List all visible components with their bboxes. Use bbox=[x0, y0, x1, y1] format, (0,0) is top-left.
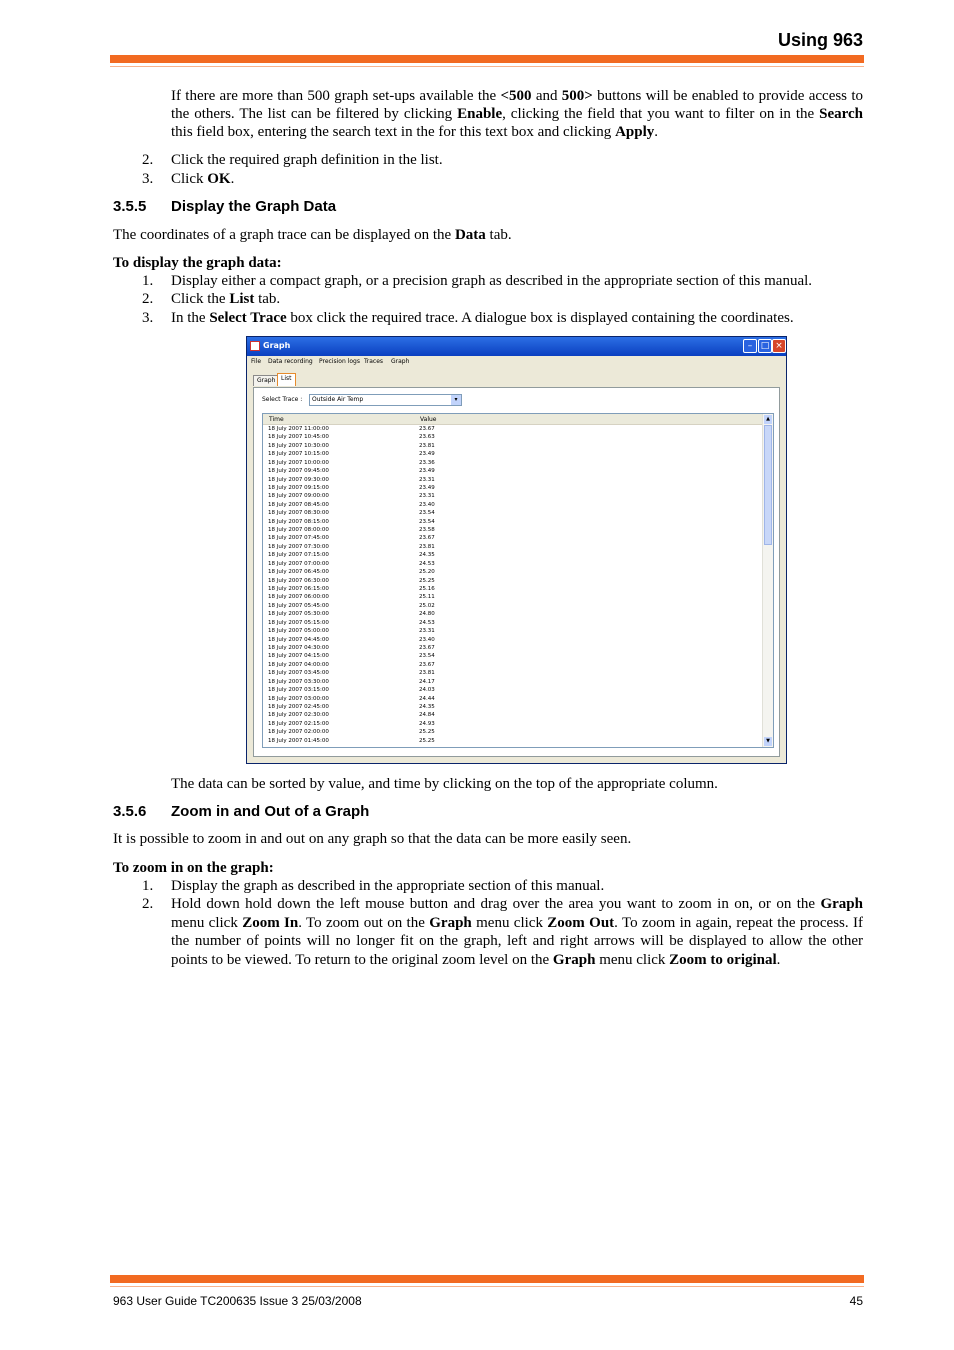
window-titlebar bbox=[247, 337, 786, 356]
list-rows bbox=[263, 425, 763, 745]
section-356-step-2-body: Hold down hold down the left mouse button and drag over the area you want to zoom in on, or on the Graph menu click Zoom In. To zoom out on the Graph menu click Zoom Out. To zoom in again, repeat the process. If the number of points will no longer fit on the graph, left and right arrows will be displayed to allow the other points to be viewed. To return to the original zoom level on the Graph menu click Zoom to original. bbox=[171, 896, 863, 968]
list-item-time: 18 July 2007 03:15:00 bbox=[268, 687, 329, 694]
list-item-value: 24.84 bbox=[419, 712, 435, 719]
graph-window-screenshot bbox=[246, 336, 787, 764]
list-item-time: 18 July 2007 02:00:00 bbox=[268, 729, 329, 736]
list-item-time: 18 July 2007 02:30:00 bbox=[268, 712, 329, 719]
list-item-value: 23.31 bbox=[419, 476, 435, 483]
list-item-value: 24.44 bbox=[419, 695, 435, 702]
list-item[interactable] bbox=[263, 509, 763, 517]
list-item-value: 23.49 bbox=[419, 484, 435, 491]
list-item-time: 18 July 2007 03:00:00 bbox=[268, 695, 329, 702]
list-item-time: 18 July 2007 05:15:00 bbox=[268, 619, 329, 626]
list-item-time: 18 July 2007 10:15:00 bbox=[268, 451, 329, 458]
window-title: Graph bbox=[263, 341, 291, 350]
list-item-time: 18 July 2007 10:45:00 bbox=[268, 434, 329, 441]
list-item-value: 23.40 bbox=[419, 501, 435, 508]
list-item-value: 23.36 bbox=[419, 459, 435, 466]
list-item[interactable] bbox=[263, 593, 763, 601]
list-item[interactable] bbox=[263, 433, 763, 441]
list-item[interactable] bbox=[263, 484, 763, 492]
list-item-time: 18 July 2007 04:15:00 bbox=[268, 653, 329, 660]
menu-bar bbox=[247, 356, 786, 367]
section-355-step-3: 3. In the Select Trace box click the required trace. A dialogue box is displayed containing the coordinates. bbox=[142, 310, 794, 326]
list-item-value: 23.67 bbox=[419, 535, 435, 542]
list-item[interactable] bbox=[263, 568, 763, 576]
list-item[interactable] bbox=[263, 627, 763, 635]
step-a-3: 3. Click OK. bbox=[142, 171, 235, 187]
scroll-down-icon[interactable]: ▼ bbox=[764, 737, 772, 746]
after-screenshot-paragraph: The data can be sorted by value, and time by clicking on the top of the appropriate column. bbox=[171, 776, 718, 792]
list-item-time: 18 July 2007 02:45:00 bbox=[268, 703, 329, 710]
close-icon[interactable]: × bbox=[772, 339, 786, 353]
footer-rule bbox=[110, 1275, 864, 1283]
list-item-time: 18 July 2007 04:30:00 bbox=[268, 644, 329, 651]
column-header-time[interactable]: Time bbox=[269, 416, 284, 423]
list-item[interactable] bbox=[263, 450, 763, 458]
list-item-value: 23.49 bbox=[419, 451, 435, 458]
list-item-time: 18 July 2007 11:00:00 bbox=[268, 426, 329, 432]
list-item-time: 18 July 2007 07:00:00 bbox=[268, 560, 329, 567]
list-item-time: 18 July 2007 07:15:00 bbox=[268, 552, 329, 559]
footer-rule-thin bbox=[110, 1286, 864, 1287]
list-item-time: 18 July 2007 02:15:00 bbox=[268, 720, 329, 727]
menu-file[interactable]: File bbox=[251, 358, 262, 365]
section-356-paragraph: It is possible to zoom in and out on any graph so that the data can be more easily seen. bbox=[113, 831, 632, 847]
list-item-value: 24.53 bbox=[419, 619, 435, 626]
column-header-value[interactable]: Value bbox=[420, 416, 437, 423]
list-item-value: 23.54 bbox=[419, 510, 435, 517]
list-item[interactable] bbox=[263, 737, 763, 745]
list-item[interactable] bbox=[263, 585, 763, 593]
list-item[interactable] bbox=[263, 695, 763, 703]
list-item[interactable] bbox=[263, 720, 763, 728]
list-item-value: 23.67 bbox=[419, 661, 435, 668]
list-item-value: 24.53 bbox=[419, 560, 435, 567]
list-item-value: 23.81 bbox=[419, 543, 435, 550]
list-item-time: 18 July 2007 08:00:00 bbox=[268, 527, 329, 534]
list-item-time: 18 July 2007 06:30:00 bbox=[268, 577, 329, 584]
list-item-time: 18 July 2007 05:45:00 bbox=[268, 602, 329, 609]
tab-list[interactable]: List bbox=[277, 373, 296, 386]
select-trace-label: Select Trace : bbox=[262, 396, 303, 403]
section-356-heading: 3.5.6 Zoom in and Out of a Graph bbox=[113, 803, 370, 820]
section-356-subhead: To zoom in on the graph: bbox=[113, 860, 274, 876]
list-item-time: 18 July 2007 05:30:00 bbox=[268, 611, 329, 618]
section-355-heading: 3.5.5 Display the Graph Data bbox=[113, 198, 337, 215]
page-header-title: Using 963 bbox=[777, 30, 863, 50]
list-item[interactable] bbox=[263, 619, 763, 627]
list-item-time: 18 July 2007 09:30:00 bbox=[268, 476, 329, 483]
list-item[interactable] bbox=[263, 476, 763, 484]
list-item-time: 18 July 2007 07:30:00 bbox=[268, 543, 329, 550]
list-item-value: 23.67 bbox=[419, 644, 435, 651]
list-item-time: 18 July 2007 03:30:00 bbox=[268, 678, 329, 685]
list-item-time: 18 July 2007 08:15:00 bbox=[268, 518, 329, 525]
section-355-step-2: 2. Click the List tab. bbox=[142, 291, 281, 307]
list-item[interactable] bbox=[263, 703, 763, 711]
list-item-time: 18 July 2007 10:00:00 bbox=[268, 459, 329, 466]
list-item[interactable] bbox=[263, 644, 763, 652]
list-item-value: 23.40 bbox=[419, 636, 435, 643]
list-header bbox=[263, 414, 763, 425]
list-item[interactable] bbox=[263, 551, 763, 559]
header-rule-thin bbox=[110, 66, 864, 67]
footer-left: 963 User Guide TC200635 Issue 3 25/03/2008 bbox=[113, 1294, 362, 1308]
select-trace-value: Outside Air Temp bbox=[312, 396, 364, 403]
list-item[interactable] bbox=[263, 459, 763, 467]
list-item-time: 18 July 2007 04:45:00 bbox=[268, 636, 329, 643]
list-item-value: 23.31 bbox=[419, 493, 435, 500]
list-item[interactable] bbox=[263, 501, 763, 509]
menu-data-recording[interactable]: Data recording bbox=[268, 358, 313, 365]
list-item-time: 18 July 2007 03:45:00 bbox=[268, 670, 329, 677]
scroll-up-icon[interactable]: ▲ bbox=[764, 415, 772, 424]
list-item[interactable] bbox=[263, 602, 763, 610]
list-item-value: 25.02 bbox=[419, 602, 435, 609]
list-item[interactable] bbox=[263, 492, 763, 500]
chevron-down-icon[interactable]: ▾ bbox=[451, 395, 461, 405]
list-item-time: 18 July 2007 06:00:00 bbox=[268, 594, 329, 601]
list-item-value: 23.49 bbox=[419, 468, 435, 475]
list-item-value: 24.80 bbox=[419, 611, 435, 618]
list-item-time: 18 July 2007 04:00:00 bbox=[268, 661, 329, 668]
menu-precision-logs[interactable]: Precision logs bbox=[319, 358, 360, 365]
section-355-subhead: To display the graph data: bbox=[113, 255, 282, 271]
list-item-time: 18 July 2007 10:30:00 bbox=[268, 442, 329, 449]
list-item-value: 24.35 bbox=[419, 552, 435, 559]
list-item-value: 24.35 bbox=[419, 703, 435, 710]
list-item-value: 23.54 bbox=[419, 518, 435, 525]
list-item[interactable] bbox=[263, 661, 763, 669]
list-item[interactable] bbox=[263, 577, 763, 585]
list-item-time: 18 July 2007 09:00:00 bbox=[268, 493, 329, 500]
list-item[interactable] bbox=[263, 543, 763, 551]
section-356-step-1: 1. Display the graph as described in the appropriate section of this manual. bbox=[142, 878, 605, 894]
vertical-scrollbar[interactable] bbox=[762, 414, 773, 747]
section-355-paragraph: The coordinates of a graph trace can be displayed on the Data tab. bbox=[113, 227, 512, 243]
footer-page-number: 45 bbox=[849, 1294, 863, 1308]
list-item-time: 18 July 2007 08:30:00 bbox=[268, 510, 329, 517]
step-a-2: 2. Click the required graph definition in the list. bbox=[142, 152, 443, 168]
list-item-value: 25.25 bbox=[419, 577, 435, 584]
list-item[interactable] bbox=[263, 534, 763, 542]
list-item-value: 24.93 bbox=[419, 720, 435, 727]
select-trace-dropdown[interactable] bbox=[309, 394, 462, 406]
list-item-value: 25.16 bbox=[419, 586, 435, 593]
app-icon bbox=[250, 341, 260, 351]
list-item-value: 23.58 bbox=[419, 527, 435, 534]
list-item[interactable] bbox=[263, 636, 763, 644]
section-355-step-1: 1. Display either a compact graph, or a precision graph as described in the appropriate section of this manual. bbox=[142, 273, 813, 289]
list-item-value: 24.17 bbox=[419, 678, 435, 685]
list-item-value: 24.03 bbox=[419, 687, 435, 694]
coordinates-list[interactable] bbox=[262, 413, 774, 748]
list-item-value: 25.25 bbox=[419, 737, 435, 744]
list-item[interactable] bbox=[263, 711, 763, 719]
list-item-value: 25.25 bbox=[419, 729, 435, 736]
section-356-step-2-number: 2. bbox=[142, 896, 154, 912]
list-item-time: 18 July 2007 06:15:00 bbox=[268, 586, 329, 593]
list-item-value: 23.54 bbox=[419, 653, 435, 660]
list-item-time: 18 July 2007 01:45:00 bbox=[268, 737, 329, 744]
list-item[interactable] bbox=[263, 526, 763, 534]
list-item[interactable] bbox=[263, 442, 763, 450]
list-item[interactable] bbox=[263, 678, 763, 686]
list-item-value: 25.20 bbox=[419, 569, 435, 576]
list-item[interactable] bbox=[263, 518, 763, 526]
scroll-thumb[interactable] bbox=[764, 425, 772, 545]
menu-traces[interactable]: Traces bbox=[364, 358, 384, 365]
list-item[interactable] bbox=[263, 610, 763, 618]
list-item-value: 23.67 bbox=[419, 426, 435, 432]
menu-graph[interactable]: Graph bbox=[391, 358, 410, 365]
list-item-value: 23.81 bbox=[419, 442, 435, 449]
list-item[interactable] bbox=[263, 669, 763, 677]
list-item-value: 23.31 bbox=[419, 628, 435, 635]
list-item-time: 18 July 2007 09:15:00 bbox=[268, 484, 329, 491]
header-rule bbox=[110, 55, 864, 63]
list-item-value: 25.11 bbox=[419, 594, 435, 601]
list-item[interactable] bbox=[263, 652, 763, 660]
minimize-icon[interactable]: – bbox=[743, 339, 757, 353]
tab-graph[interactable]: Graph bbox=[253, 375, 279, 386]
list-item-time: 18 July 2007 06:45:00 bbox=[268, 569, 329, 576]
list-item-value: 23.81 bbox=[419, 670, 435, 677]
intro-paragraph: If there are more than 500 graph set-ups available the <500 and 500> buttons will be enabled to provide access to the others. The list can be filtered by clicking Enable, clicking the field that you want to filter on in the Search this field box, entering the search text in the for this text box and clicking Apply. bbox=[171, 88, 863, 140]
maximize-icon[interactable]: □ bbox=[758, 339, 772, 353]
list-item[interactable] bbox=[263, 560, 763, 568]
list-item[interactable] bbox=[263, 686, 763, 694]
list-item[interactable] bbox=[263, 728, 763, 736]
list-item-time: 18 July 2007 08:45:00 bbox=[268, 501, 329, 508]
list-item[interactable] bbox=[263, 425, 763, 433]
list-item[interactable] bbox=[263, 467, 763, 475]
list-item-time: 18 July 2007 05:00:00 bbox=[268, 628, 329, 635]
list-item-time: 18 July 2007 07:45:00 bbox=[268, 535, 329, 542]
list-item-value: 23.63 bbox=[419, 434, 435, 441]
list-item-time: 18 July 2007 09:45:00 bbox=[268, 468, 329, 475]
list-panel bbox=[253, 387, 780, 757]
